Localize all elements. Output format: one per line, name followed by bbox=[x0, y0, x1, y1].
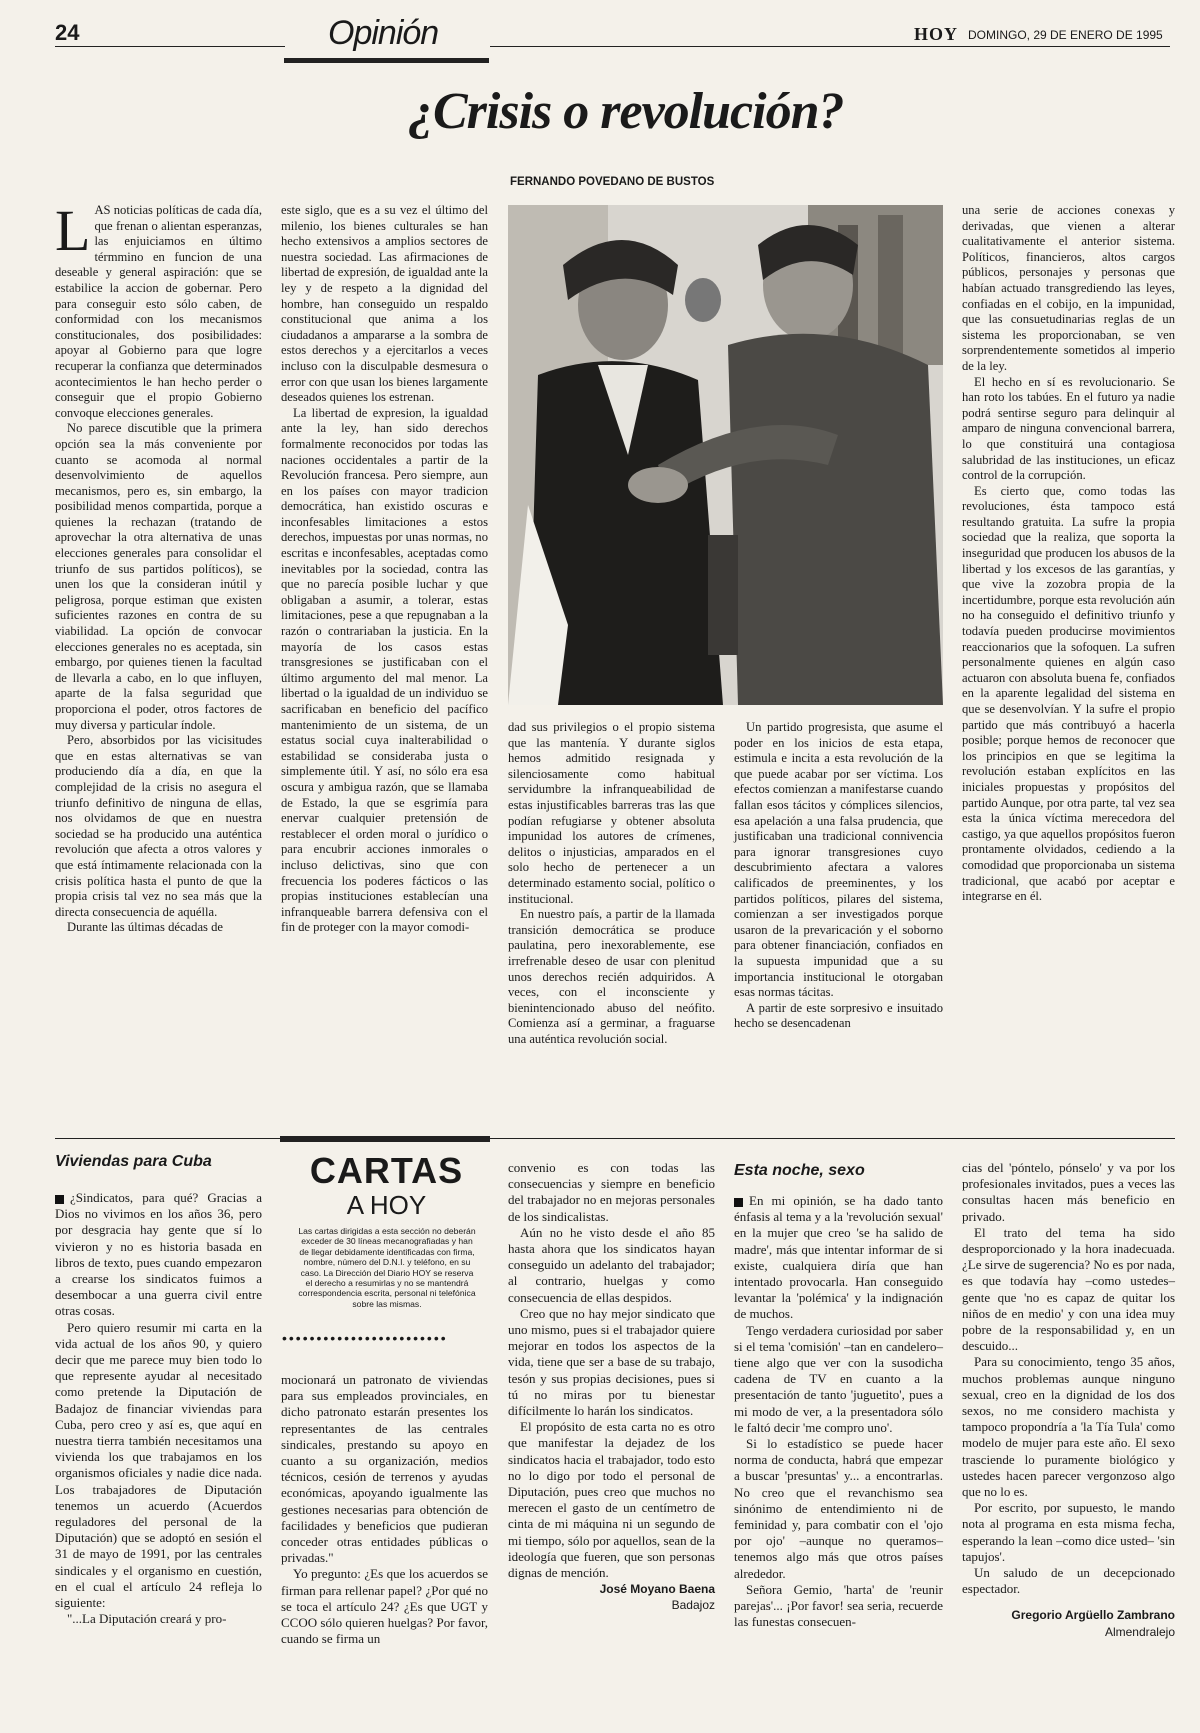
dotted-separator: •••••••••••••••••••••••• bbox=[282, 1330, 448, 1346]
letter-title: Esta noche, sexo bbox=[734, 1162, 865, 1179]
article-title: ¿Crisis o revolución? bbox=[408, 83, 844, 140]
article-column-5 bbox=[962, 203, 1175, 905]
cartas-top-bar bbox=[280, 1136, 490, 1142]
paragraph: El hecho en sí es revolucionario. Se han roto los tabúes. En el futuro ya nadie podrá sentirse seguro para delinquir al amparo de ninguna convencional barrera, lo que constituirá una contagiosa salubridad de las instituciones, un eficaz control de la corrupción. bbox=[962, 374, 1175, 483]
paragraph: Pero quiero resumir mi carta en la vida actual de los años 90, y quiero decir que me parece muy bien todo lo que represente ayudar al necesitado como pretende la Diputación de Badajoz de financiar viviendas para Cuba, pero creo y así es, que aquí en nuestra tierra también necesitamos una vivienda los que trabajamos en los organismos oficiales y nadie dice nada. Los trabajadores de Diputación tenemos un acuerdo (Acuerdos reguladores del personal de la Diputación) que se adoptó en sesión el 31 de mayo de 1991, por las centrales sindicales y el organismo en cuestión, en el cual el artículo 24 refleja lo siguiente: bbox=[55, 1319, 262, 1611]
paragraph: dad sus privilegios o el propio sistema que las mantenía. Y durante siglos hemos admitido resignada y silenciosamente como habitual servidumbre la infranqueabilidad de estas injustificables barreras tras las que podían refugiarse y obtener absoluta impunidad los autores de crímenes, delitos o injusticias, amparados en el solo hecho de pertenecer a un determinado estamento social, político o institucional. bbox=[508, 720, 715, 906]
letter1-column-2 bbox=[281, 1372, 488, 1647]
paragraph: No parece discutible que la primera opción sea la más conveniente por cuanto se acomoda al normal desenvolvimiento de aquellos mecanismos, pero es, sin embargo, la posibilidad menos compartida, porque a quienes la rechazan (tratando de aprovechar la otra alternativa de unas elecciones generales para consolidar el triunfo de sus partidos políticos), se unen los que la consideran inútil y peligrosa, porque estiman que existen suficientes razones en contra de su viabilidad. La opción de convocar elecciones generales no es aceptada, sin embargo, por quienes tienen la facultad de llevarla a cabo, en lo que influyen, aparte de la falsa seguridad que proporciona el poder, otros factores de muy diversa y particular índole. bbox=[55, 421, 262, 732]
paragraph: Aún no he visto desde el año 85 hasta ahora que los sindicatos hayan conseguido un adelanto del trabajador; al contrario, huelgas y como consecuencia de ellas despidos. bbox=[508, 1224, 715, 1305]
letter1-column-3 bbox=[508, 1160, 715, 1614]
paragraph: "...La Diputación creará y pro- bbox=[67, 1611, 227, 1627]
paragraph: El propósito de esta carta no es otro que manifestar la dejadez de los sindicatos hacia el trabajador, todo esto no lo digo por todo el personal de Diputación, pues creo que muchos no merecen el gasto de un centímetro de cinta de mi máquina ni un segundo de mi tiempo, sólo por aquellos, sean de la ideología que fueren, que son personas dignas de mención. bbox=[508, 1419, 715, 1581]
letter2-column-2 bbox=[962, 1160, 1175, 1640]
paragraph: Durante las últimas décadas de bbox=[67, 920, 223, 935]
paragraph: AS noticias políticas de cada día, que frenan o alientan esperanzas, las enjuiciamos en último térmmino en funcion de una deseable y general aspiración: que se estabilice la accion de gobernar. Pero para conseguir esto sólo caben, de conformidad con los mecanismos constitucionales, dos posibilidades: apoyar al Gobierno para que logre recuperar la confianza que determinados acontecimientos le han hecho perder o conseguir que el propio Gobierno convoque elecciones generales. bbox=[55, 203, 262, 420]
section-divider bbox=[55, 1138, 1175, 1139]
paragraph: Señora Gemio, 'harta' de 'reunir parejas'... ¡Por favor! sea seria, recuerde las funestas consecuen- bbox=[734, 1581, 943, 1630]
letter2-column-1 bbox=[734, 1193, 943, 1630]
paragraph: A partir de este sorpresivo e insuitado hecho se desencadenan bbox=[734, 1000, 943, 1031]
paragraph: La libertad de expresion, la igualdad ante la ley, han sido derechos formalmente reconocidos por todas las naciones occidentales a partir de la Revolución francesa. Pero siempre, aun en los países con mayor tradicion democrática, han existido oscuras e inconfesables limitaciones a estos derechos, impuestas por unas normas, no escritas e inconfesables, aceptadas como inevitables por la sociedad, contra las que no parecía posible luchar y que obligaban a asumir, a tolerar, estas limitaciones, pese a que repugnaban a la razón o contrariaban la justicia. En la mayoría de los casos estas transgresiones se justificaban con el último argumento del mal menor. La libertad o la igualdad de un individuo se sacrificaban en beneficio del pacífico mantenimiento de un sistema, de un estatus social cuya inalterabilidad o estabilidad se consideraba justa o simplemente útil. Y así, no sólo era esa oscura y ambigua razón, que se llamaba de Estado, la que se esgrimía para enervar cualquier pretensión de restablecer el orden moral o jurídico o para encubrir acciones inmorales o incluso delictivas, sino que con frecuencia los poderes fácticos o las propias instituciones establecían una infranqueable barrera defensiva con el fin de proteger con la mayor comodi- bbox=[281, 405, 488, 935]
bullet-square bbox=[55, 1195, 64, 1204]
article-photo bbox=[508, 205, 943, 705]
paragraph: Por escrito, por supuesto, le mando nota al programa en esta misma fecha, esperando la lean –como dice usted– 'sin tapujos'. bbox=[962, 1500, 1175, 1564]
cartas-title: CARTAS bbox=[309, 1150, 464, 1191]
header-rule-left bbox=[55, 46, 285, 47]
paragraph: ¿Sindicatos, para qué? Gracias a Dios no vivimos en los años 36, pero por desgracia hay gente que sí lo vivieron y no es historia basada en libros de texto, pues cuando empezaron a crearse los sindicatos fuimos a desembocar a una guerra civil entre otras cosas. bbox=[55, 1190, 262, 1319]
letter1-column-1 bbox=[55, 1190, 262, 1627]
newspaper-logo: HOY bbox=[914, 24, 959, 44]
paragraph: una serie de acciones conexas y derivadas, que vienen a alterar cualitativamente el anterior sistema. Políticos, financieros, altos cargos públicos, personajes y personas que habían actuado transgrediendo las leyes, confiadas en el cobijo, en la impunidad, que las consuetudinarias reglas de un sistema les proporcionaban, se ven sorprendentemente sometidos al imperio de la ley. bbox=[962, 203, 1175, 373]
paragraph: mocionará un patronato de viviendas para sus empleados provinciales, en dicho patronato estarán presentes los representantes de las centrales sindicales, prestando su apoyo en cuanto a su organización, medios técnicos, cesión de terrenos y ayudas económicas, apoyando igualmente las gestiones necesarias para obtención de facilidades y beneficios que pudieran conceder otras entidades públicas o privadas." bbox=[281, 1372, 488, 1566]
cartas-subtitle: A HOY bbox=[346, 1190, 427, 1220]
header-rule-right bbox=[490, 46, 1170, 47]
bullet-square bbox=[734, 1198, 743, 1207]
cartas-notice: Las cartas dirigidas a esta sección no deberán exceder de 30 líneas mecanografiadas y han de llegar debidamente identificadas con firma, nombre, número del D.N.I. y teléfono, en su caso. La Dirección del Diario HOY se reserva el derecho a resumirlas y no se mantendrá correspondencia escrita, personal ni telefónica sobre las mismas. bbox=[298, 1226, 476, 1309]
paragraph: Creo que no hay mejor sindicato que uno mismo, pues si el trabajador quiere mejorar en todos los aspectos de la vida, tiene que ser a base de su trabajo, tesón y sus propias decisiones, pues si tú no miras por tu bienestar difícilmente lo harán los sindicatos. bbox=[508, 1305, 715, 1419]
drop-cap: L bbox=[55, 198, 91, 263]
paragraph: Yo pregunto: ¿Es que los acuerdos se firman para rellenar papel? ¿Por qué no se toca el artículo 24? ¿Es que UGT y CCOO sólo quieren huelgas? Por favor, cuando se firma un bbox=[281, 1566, 488, 1647]
section-underline bbox=[284, 58, 489, 63]
article-column-2 bbox=[281, 203, 488, 936]
paragraph: convenio es con todas las consecuencias y siempre en beneficio del trabajador no en mejoras personales de los sindicalistas. bbox=[508, 1160, 715, 1224]
page-number: 24 bbox=[55, 20, 80, 45]
letter-place: Almendralejo bbox=[1104, 1624, 1175, 1639]
paragraph: Pero, absorbidos por las vicisitudes que en estas alternativas se van produciendo día a día, en que la complejidad de la crisis no asegura el triunfo definitivo de ninguna de ellas, nos olvidamos de que en nuestra sociedad se ha producido una auténtica revolución que afecta a otros valores y que está íntimamente relacionada con la crisis política hasta el punto de que la propia crisis tal vez no sea más que la directa consecuencia de aquélla. bbox=[55, 733, 262, 919]
article-column-1 bbox=[55, 198, 262, 936]
paragraph: Un saludo de un decepcionado espectador. bbox=[962, 1565, 1175, 1597]
paragraph: este siglo, que es a su vez el último del milenio, los bienes culturales se han hecho extensivos a amplios sectores de nuestra sociedad. Las afirmaciones de libertad de expresión, de igualdad ante la ley y de respeto a la dignidad del hombre, han conseguido un respaldo constitucional que anima a los ciudadanos a ampararse a la sombra de estos derechos y a ejercitarlos a veces incluso con la disculpable desmesura o error con que usan los bienes largamente deseados quienes los estrenan. bbox=[281, 203, 488, 405]
paragraph: El trato del tema ha sido desproporcionado y la hora inadecuada. ¿Le sirve de sugerencia? No es por nada, es que todavía hay –como ustedes– gente que 'no es capaz de quitar los niños de en medio' y con una idea muy pobre de la responsabilidad y, en un descuido... bbox=[962, 1224, 1175, 1354]
photo-illustration bbox=[508, 205, 943, 705]
paragraph: En mi opinión, se ha dado tanto énfasis al tema y a la 'revolución sexual' en la mujer que creo 'se ha salido de madre', más que intentar informar de si existe, cualquiera diría que han intentado provocarla. Han conseguido levantar la 'polémica' y la indignación de muchos. bbox=[734, 1193, 943, 1322]
article-column-4 bbox=[734, 720, 943, 1032]
paragraph: cias del 'póntelo, pónselo' y va por los profesionales invitados, pues a veces las consultas hacen más beneficio en privado. bbox=[962, 1160, 1175, 1224]
paragraph: Es cierto que, como todas las revoluciones, ésta tampoco está resultando gratuita. La sufre la propia sociedad que la realiza, que soporta la inseguridad que producen los abusos de la libertad y los excesos de las garantías, y que vive la zozobra propia de la incertidumbre, porque esta revolución aún no ha conseguido el definitivo triunfo y todavía pueden producirse movimientos reaccionarios que la sofoquen. La sufren personalmente quienes en algún caso actuaron con absoluta buena fe, confiados en la aparente legalidad del sistema en que se desenvolvían. Y la sufre el propio partido que más contribuyó a hacerla posible; porque hemos de reconocer que los principios en que se legitima la revolución estaban explícitos en las iniciales propuestas y propósitos del partido Aunque, por otra parte, tal vez sea esta la única víctima merecedora del castigo, ya que aquellos propósitos fueron prontamente olvidados, cediendo a la comodidad que proporcionaba un sistema tradicional, que acabó por aceptar e integrarse en él. bbox=[962, 483, 1175, 904]
letter-title: Viviendas para Cuba bbox=[55, 1153, 212, 1170]
paragraph: Tengo verdadera curiosidad por saber si el tema 'comisión' –tan en candelero– tiene algo que ver con la susodicha cadena de TV en cuanto a la presentación de tanto 'juguetito', pues a mi modo de ver, a la presentadora sólo le faltó decir 'me compro uno'. bbox=[734, 1322, 943, 1435]
article-author: FERNANDO POVEDANO DE BUSTOS bbox=[510, 176, 715, 188]
issue-date: DOMINGO, 29 DE ENERO DE 1995 bbox=[968, 28, 1163, 42]
letter-place: Badajoz bbox=[671, 1598, 715, 1613]
letter-signature: Gregorio Argüello Zambrano bbox=[1011, 1608, 1175, 1623]
paragraph: Un partido progresista, que asume el poder en los inicios de esta etapa, estimula e incita a esta revolución de la que puede acabar por ser víctima. Los efectos comienzan a manifestarse cuando fallan esos tácitos y cómplices silencios, esa apelación a una falsa prudencia, que justificaban una tradicional connivencia para ignorar transgresiones cuyo descubrimiento afectara a valores calificados de preeminentes, y los partidos políticos, pilares del sistema, comienzan a ser investigados porque usaron de la prevaricación y el soborno para obtener financiación, confiados en la supuesta impunidad que a su importancia institucional le otorgaban esas normas tácitas. bbox=[734, 720, 943, 1000]
article-column-3 bbox=[508, 720, 715, 1047]
letter-signature: José Moyano Baena bbox=[599, 1582, 715, 1597]
paragraph: Si lo estadístico se puede hacer norma de conducta, habrá que empezar a buscar 'presuntas' y... a encontrarlas. No creo que el revanchismo sea sinónimo de entendimiento ni de feminidad y, para combatir con el 'ojo por ojo' –aunque no queramos– tenemos algo más que otros países alrededor. bbox=[734, 1436, 943, 1581]
section-title: Opinión bbox=[328, 14, 439, 52]
paragraph: Para su conocimiento, tengo 35 años, muchos problemas aunque ninguno sexual, creo en la dignidad de los dos sexos, no me considero machista y tampoco propondría a 'la Tía Tula' como modelo de mujer para este año. El sexo trasciende lo puramente biológico y ustedes hacen parecer vergonzoso algo que no lo es. bbox=[962, 1354, 1175, 1500]
paragraph: En nuestro país, a partir de la llamada transición democrática se produce paulatina, pero inexorablemente, ese irrefrenable deseo de usar con plenitud unos derechos recién adquiridos. A veces, con el inconsciente y bienintencionado abuso del neófito. Comienza así a germinar, a fraguarse una auténtica revolución social. bbox=[508, 907, 715, 1046]
